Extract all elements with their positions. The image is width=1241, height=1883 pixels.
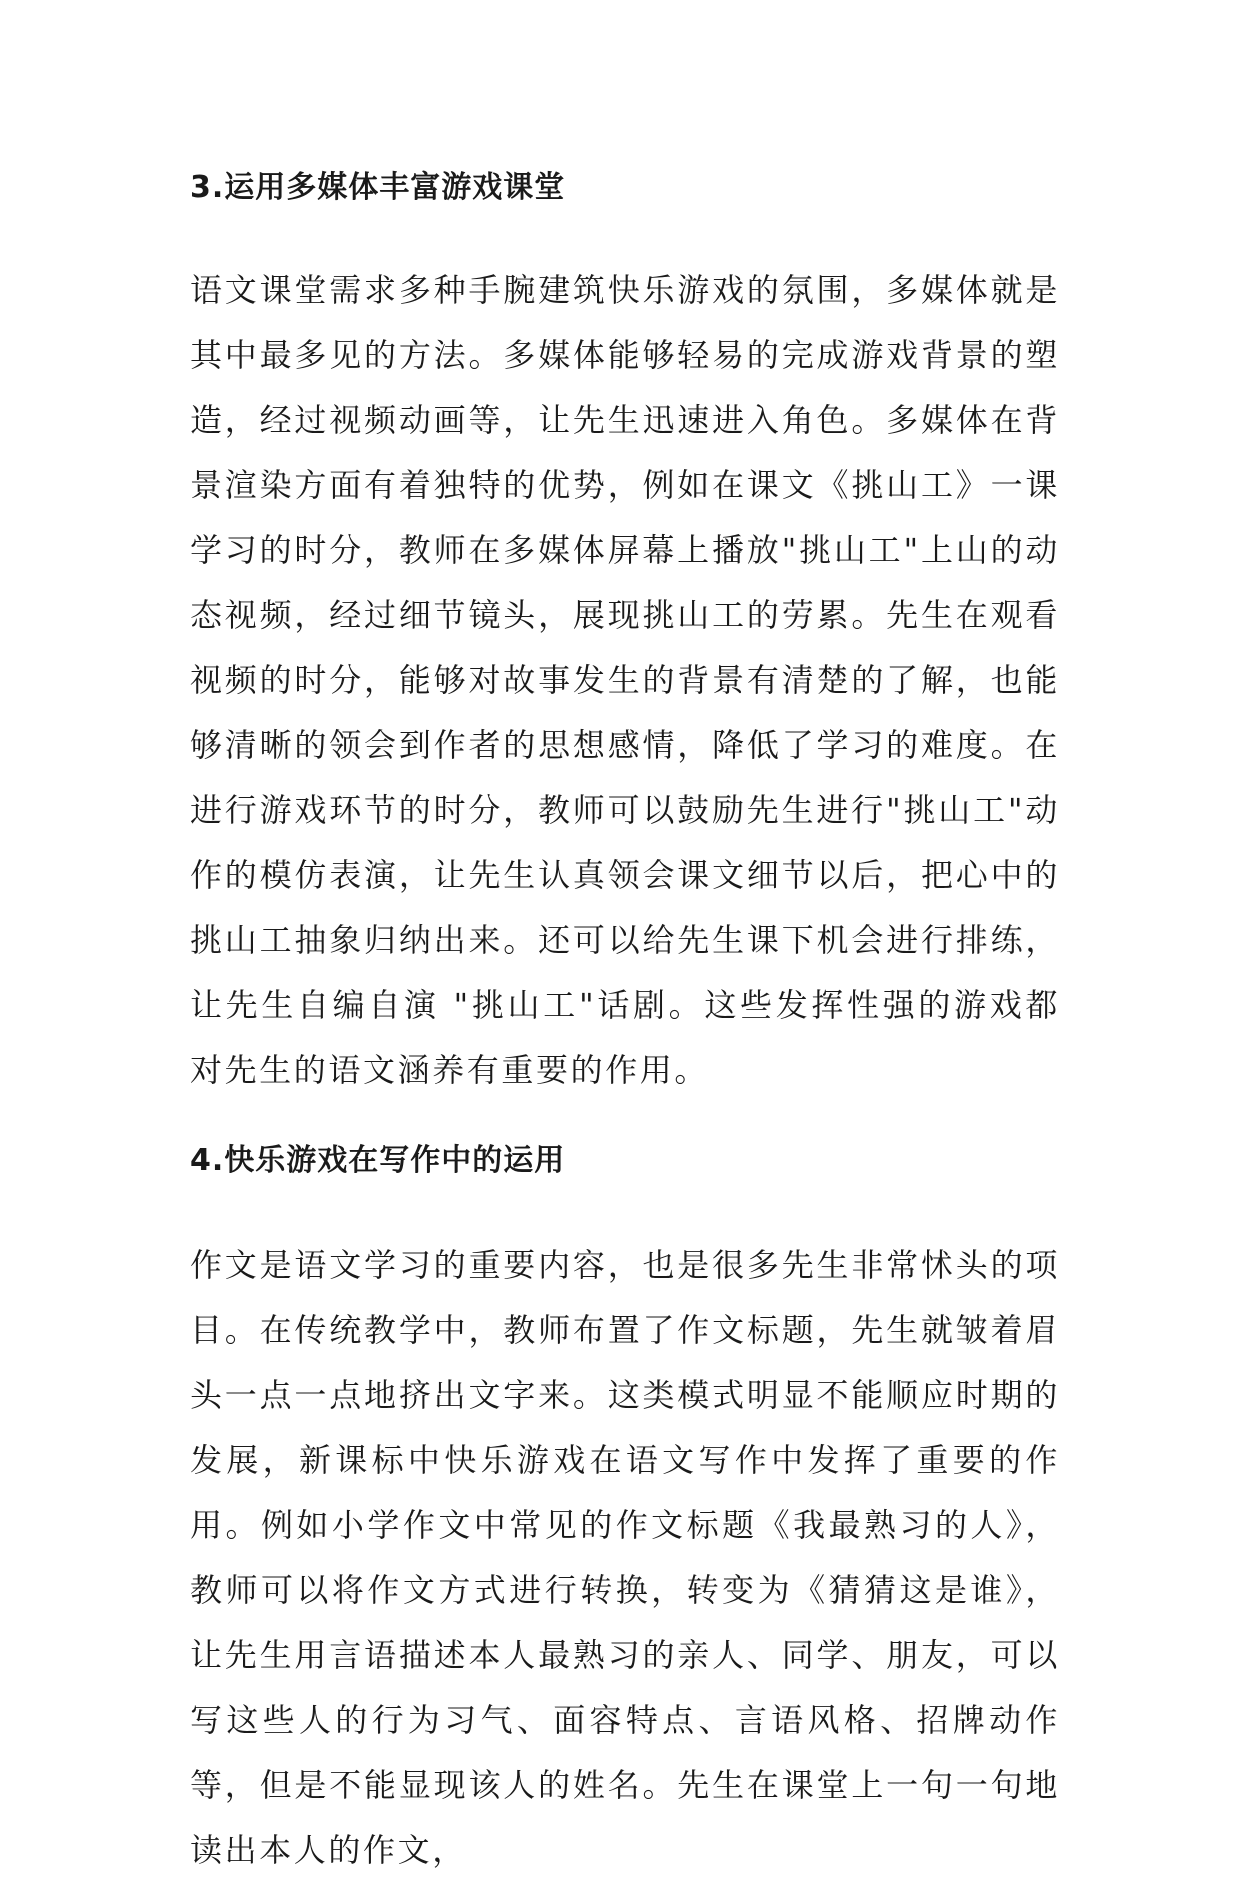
document-body [190,160,1060,1883]
section-heading-3: 3.运用多媒体丰富游戏课堂 [190,170,566,205]
section-paragraph-4: 作文是语文学习的重要内容，也是很多先生非常怵头的项目。在传统教学中，教师布置了作文标题，先生就皱着眉头一点一点地挤出文字来。这类模式明显不能顺应时期的发展，新课标中快乐游戏在语文写作中发挥了重要的作用。例如小学作文中常见的作文标题《我最熟习的人》，教师可以将作文方式进行转换，转变为《猜猜这是谁》，让先生用言语描述本人最熟习的亲人、同学、朋友，可以写这些人的行为习气、面容特点、言语风格、招牌动作等，但是不能显现该人的姓名。先生在课堂上一句一句地读出本人的作文， [190,1246,1060,1869]
section-heading-4: 4.快乐游戏在写作中的运用 [190,1143,566,1178]
section-paragraph-3: 语文课堂需求多种手腕建筑快乐游戏的氛围，多媒体就是其中最多见的方法。多媒体能够轻易的完成游戏背景的塑造，经过视频动画等，让先生迅速进入角色。多媒体在背景渲染方面有着独特的优势，例如在课文《挑山工》一课学习的时分，教师在多媒体屏幕上播放"挑山工"上山的动态视频，经过细节镜头，展现挑山工的劳累。先生在观看视频的时分，能够对故事发生的背景有清楚的了解，也能够清晰的领会到作者的思想感情，降低了学习的难度。在进行游戏环节的时分，教师可以鼓励先生进行"挑山工"动作的模仿表演，让先生认真领会课文细节以后，把心中的挑山工抽象归纳出来。还可以给先生课下机会进行排练，让先生自编自演 "挑山工"话剧。这些发挥性强的游戏都对先生的语文涵养有重要的作用。 [190,271,1060,1089]
